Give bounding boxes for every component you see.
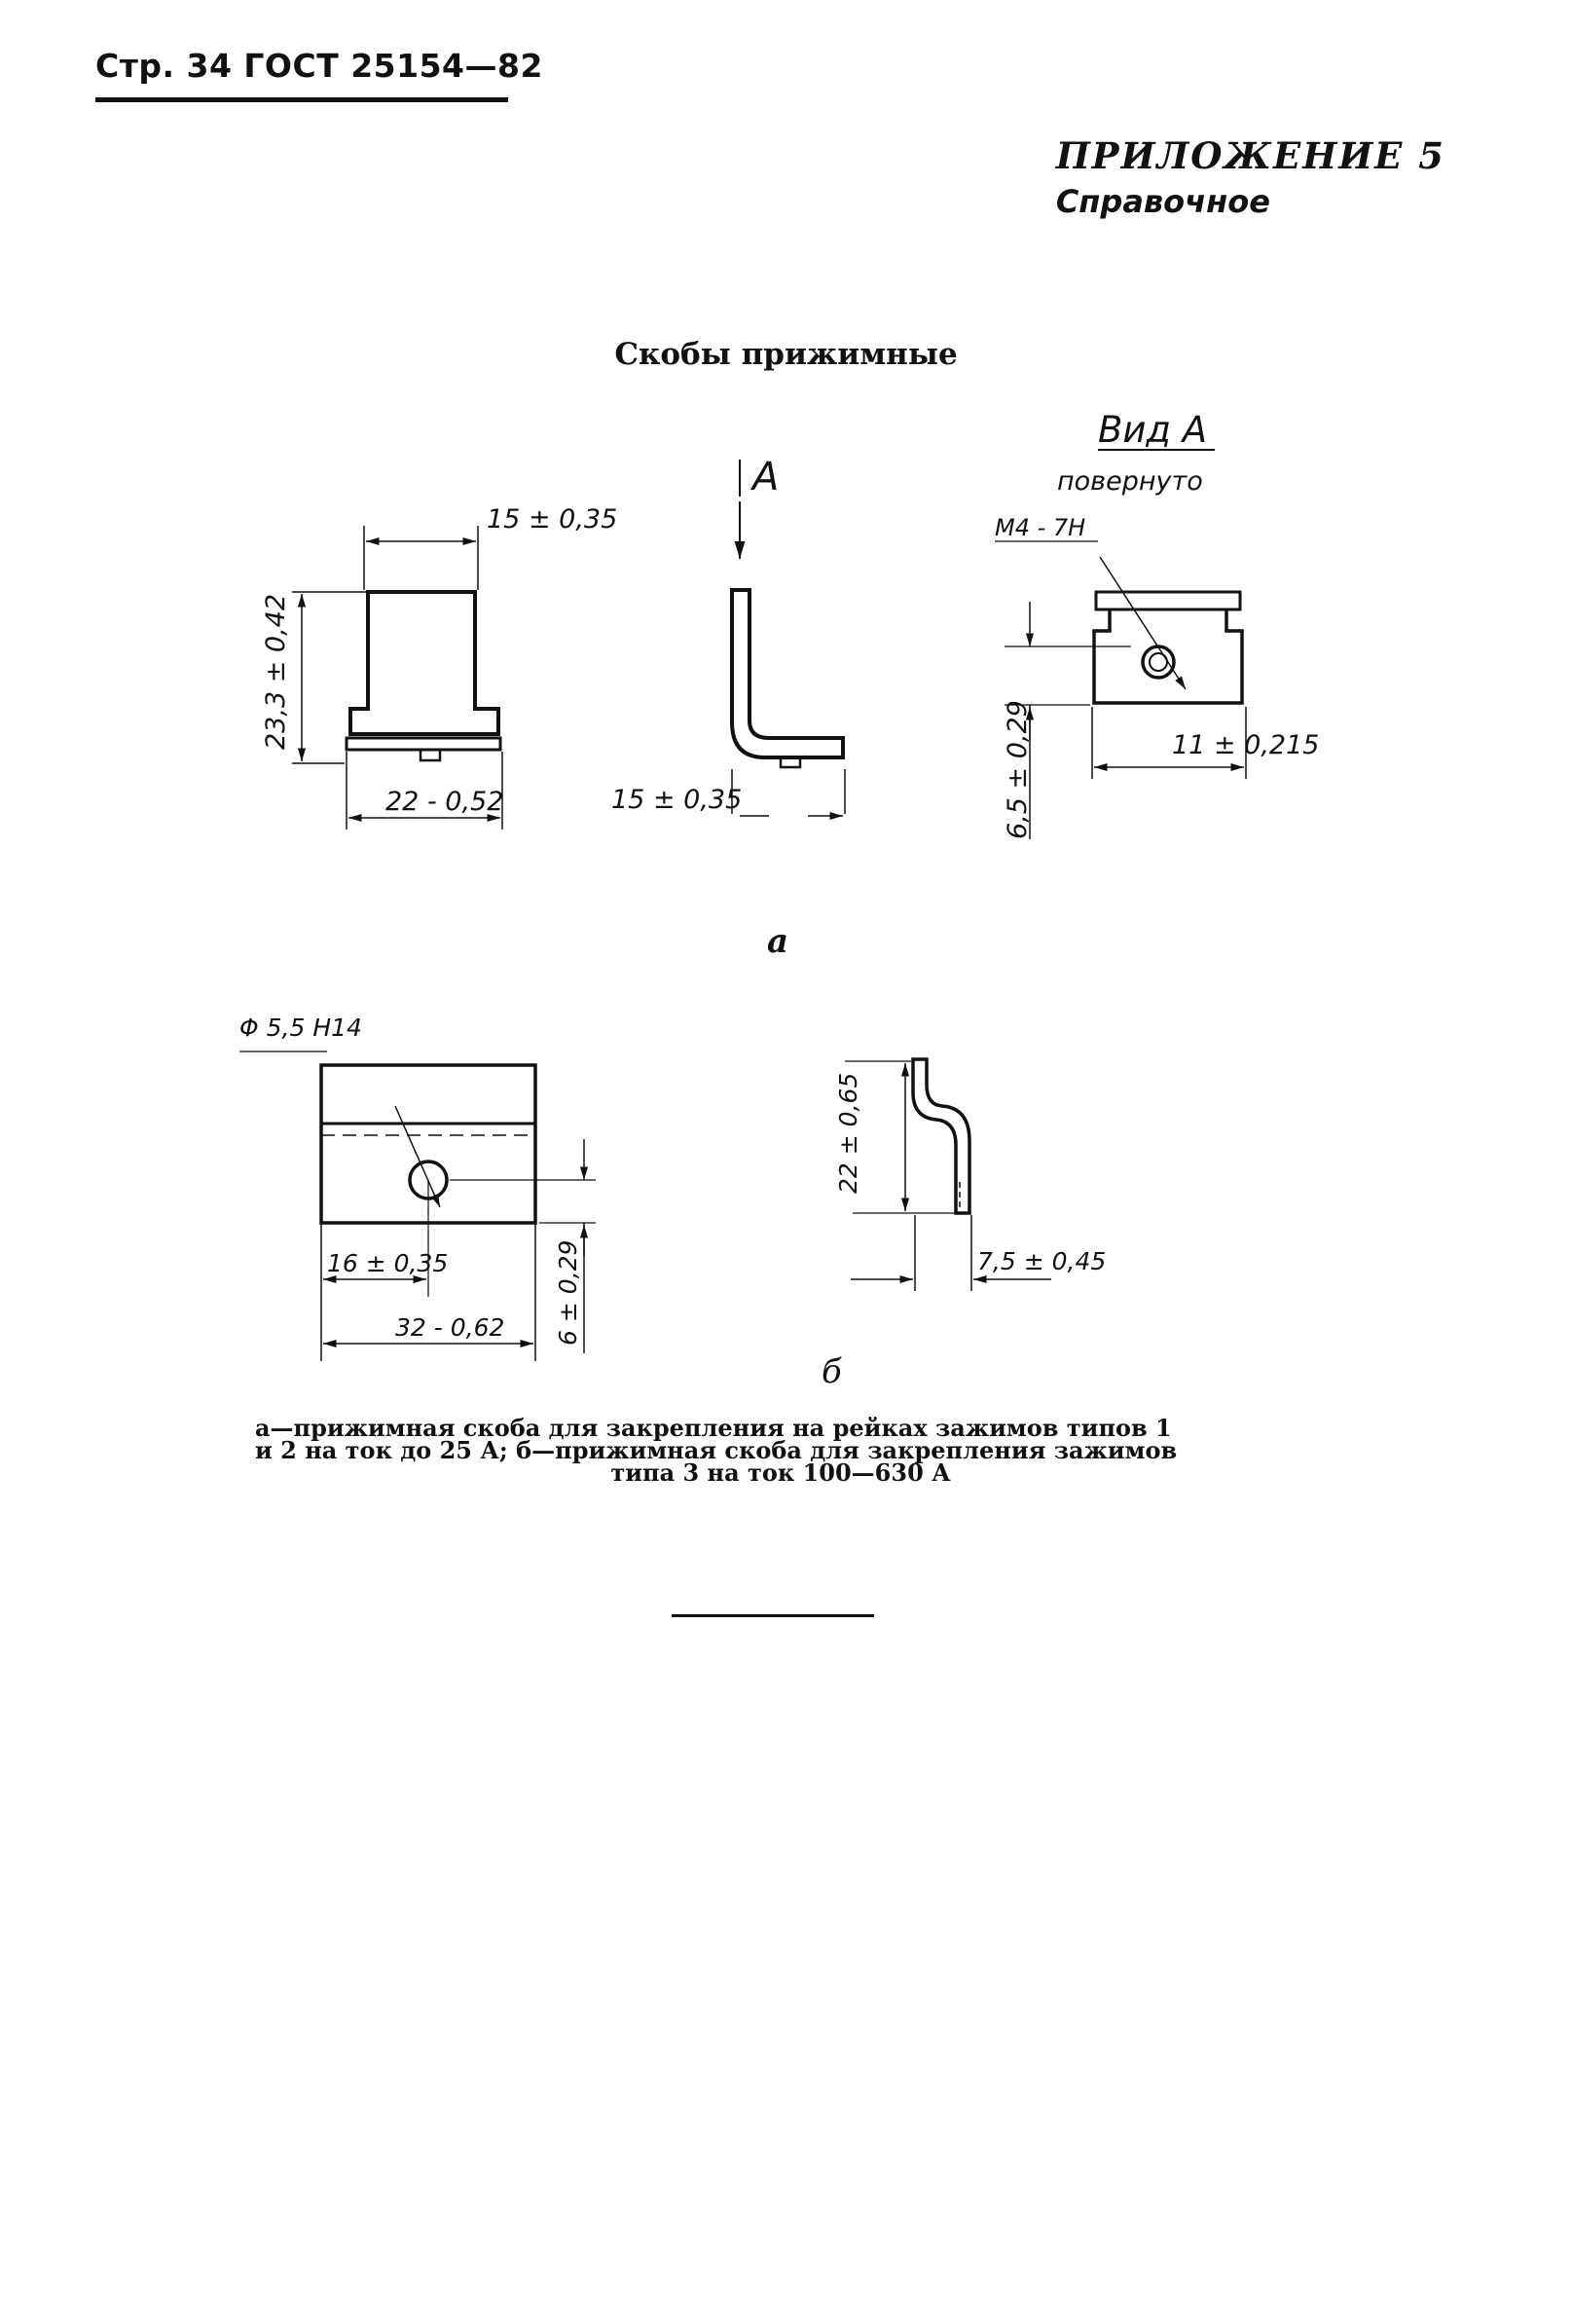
dim-a-side-width: 15 ± 0,35: [611, 785, 743, 815]
caption-line-1: а—прижимная скоба для закрепления на рейках зажимов типов 1: [255, 1414, 1172, 1442]
clip-a-front-view: [292, 526, 502, 830]
dim-b-offset: 16 ± 0,35: [327, 1249, 449, 1277]
dim-a-top-width: 15 ± 0,35: [487, 504, 618, 535]
page-header: Стр. 34 ГОСТ 25154—82: [95, 47, 543, 85]
figure-title: Скобы прижимные: [614, 337, 958, 372]
clip-a-side-view: [732, 460, 845, 816]
dim-b-hole-height: 6 ± 0,29: [554, 1239, 582, 1346]
appendix-subtitle: Справочное: [1055, 183, 1270, 220]
end-rule: [672, 1614, 874, 1617]
dim-b-width: 32 - 0,62: [395, 1313, 505, 1342]
figure-label-b: б: [822, 1352, 842, 1391]
dim-b-side-height: 22 ± 0,65: [834, 1072, 862, 1194]
view-arrow-label: A: [752, 455, 780, 499]
figure-label-a: а: [767, 922, 789, 961]
caption-line-3: типа 3 на ток 100—630 А: [610, 1458, 951, 1487]
view-A-subtitle: повернуто: [1057, 466, 1203, 497]
dim-b-side-depth: 7,5 ± 0,45: [977, 1247, 1107, 1275]
appendix-title: ПРИЛОЖЕНИЕ 5: [1055, 134, 1445, 177]
figure-caption: [255, 1414, 1306, 1487]
hole-spec: Φ 5,5 Н14: [239, 1014, 362, 1042]
view-A-title: Вид А: [1098, 409, 1208, 451]
dim-a-height: 23,3 ± 0,42: [261, 593, 291, 750]
thread-spec: М4 - 7Н: [995, 514, 1086, 541]
dim-a-base-width: 22 - 0,52: [385, 787, 504, 817]
caption-line-2: и 2 на ток до 25 А; б—прижимная скоба для закрепления зажимов: [255, 1436, 1178, 1464]
dim-view-width: 11 ± 0,215: [1172, 730, 1320, 760]
dim-view-height: 6,5 ± 0,29: [1003, 700, 1033, 839]
